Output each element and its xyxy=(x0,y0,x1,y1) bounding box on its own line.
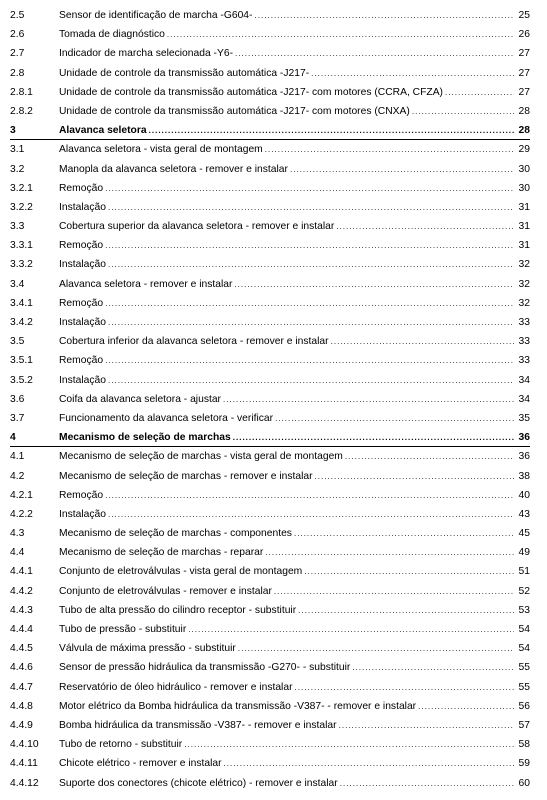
toc-section-number: 4.4.10 xyxy=(10,739,39,751)
dot-leader xyxy=(233,431,514,445)
toc-page-number: 33 xyxy=(518,317,530,328)
toc-entry xyxy=(59,623,530,637)
toc-row[interactable] xyxy=(10,198,530,217)
toc-row[interactable] xyxy=(10,160,530,179)
toc-section-title[interactable]: Chicote elétrico - remover e instalar xyxy=(59,758,222,770)
dot-leader xyxy=(290,163,514,177)
toc-section-number: 4.4.5 xyxy=(10,643,33,655)
toc-section-title[interactable]: Reservatório de óleo hidráulico - remover e instalar xyxy=(59,681,293,693)
toc-section-title[interactable]: Coifa da alavanca seletora - ajustar xyxy=(59,393,221,405)
toc-page-number: 31 xyxy=(518,201,530,213)
toc-entry xyxy=(59,182,530,196)
toc-entry xyxy=(59,163,530,177)
toc-section-number: 4.4.2 xyxy=(10,585,33,597)
toc-section-title[interactable]: Funcionamento da alavanca seletora - verificar xyxy=(59,412,274,424)
toc-entry xyxy=(59,86,530,100)
toc-page-number: 27 xyxy=(518,48,530,60)
toc-entry xyxy=(59,527,530,541)
dot-leader xyxy=(108,508,514,522)
toc-page-number: 31 xyxy=(518,240,530,252)
toc-row[interactable] xyxy=(10,582,530,601)
toc-section-title[interactable]: Mecanismo de seleção de marchas - reparar xyxy=(59,547,264,559)
dot-leader xyxy=(352,661,514,675)
dot-leader xyxy=(105,182,514,196)
toc-entry xyxy=(59,335,530,349)
toc-page-number: 28 xyxy=(518,105,530,117)
toc-section-number: 3.3.2 xyxy=(10,259,33,271)
toc-page-number: 56 xyxy=(518,700,530,712)
toc-page-number: 55 xyxy=(518,662,530,674)
dot-leader xyxy=(223,393,514,407)
toc-row[interactable] xyxy=(10,179,530,198)
toc-section-title[interactable]: Alavanca seletora xyxy=(59,125,147,137)
toc-entry xyxy=(59,642,530,656)
dot-leader xyxy=(304,565,514,579)
dot-leader xyxy=(108,258,514,272)
toc-row[interactable] xyxy=(10,371,530,390)
toc-section-title[interactable]: Instalação xyxy=(59,374,106,386)
toc-row[interactable] xyxy=(10,275,530,294)
toc-row[interactable] xyxy=(10,639,530,658)
toc-section-title[interactable]: Cobertura inferior da alavanca seletora - remover e instalar xyxy=(59,336,329,348)
dot-leader xyxy=(105,239,514,253)
toc-section-number: 4.4.4 xyxy=(10,624,33,635)
toc-section-title[interactable]: Unidade de controle da transmissão automática -J217- com motores (CNXA) xyxy=(59,105,410,117)
toc-row[interactable] xyxy=(10,140,530,159)
toc-section-number: 3.5.1 xyxy=(10,355,33,367)
toc-page-number: 32 xyxy=(518,259,530,271)
dot-leader xyxy=(298,604,514,618)
toc-section-number: 4.4.6 xyxy=(10,662,33,674)
toc-row[interactable] xyxy=(10,735,530,754)
toc-entry xyxy=(59,470,530,484)
toc-section-title[interactable]: Mecanismo de seleção de marchas - remover e instalar xyxy=(59,470,313,482)
toc-section-number: 3.3.1 xyxy=(10,240,33,252)
toc-page-number: 28 xyxy=(518,125,530,137)
toc-section-title[interactable]: Tubo de alta pressão do cilindro receptor - substituir xyxy=(59,604,297,616)
toc-page-number: 30 xyxy=(518,163,530,175)
toc-entry xyxy=(59,9,530,23)
toc-entry xyxy=(59,489,530,503)
toc-section-number: 4.1 xyxy=(10,451,25,463)
toc-page-number: 53 xyxy=(518,604,530,616)
toc-section-title[interactable]: Instalação xyxy=(59,317,106,328)
toc-section-number: 3.1 xyxy=(10,144,25,156)
toc-entry xyxy=(59,661,530,675)
toc-entry xyxy=(59,450,530,464)
toc-section-number: 4.4.11 xyxy=(10,758,38,770)
toc-row[interactable] xyxy=(10,332,530,351)
toc-row[interactable] xyxy=(10,486,530,505)
toc-section-number: 4.2 xyxy=(10,470,25,482)
toc-section-number: 3 xyxy=(10,125,16,137)
toc-entry xyxy=(59,757,530,771)
toc-page-number: 29 xyxy=(518,144,530,156)
toc-row[interactable] xyxy=(10,601,530,620)
toc-section-title[interactable]: Mecanismo de seleção de marchas - vista geral de montagem xyxy=(59,451,343,463)
toc-row[interactable] xyxy=(10,447,530,466)
toc-page-number: 25 xyxy=(518,10,530,21)
toc-entry xyxy=(59,354,530,368)
toc-entry xyxy=(59,220,530,234)
toc-section-number: 3.4 xyxy=(10,278,25,290)
toc-section-number: 3.2.1 xyxy=(10,182,33,194)
dot-leader xyxy=(412,105,514,119)
toc-row[interactable] xyxy=(10,351,530,370)
dot-leader xyxy=(265,546,514,560)
toc-section-number: 2.7 xyxy=(10,48,25,60)
dot-leader xyxy=(295,681,514,695)
toc-entry xyxy=(59,124,530,138)
toc-section-title[interactable]: Instalação xyxy=(59,508,106,520)
toc-row[interactable] xyxy=(10,754,530,773)
toc-entry xyxy=(59,508,530,522)
dot-leader xyxy=(224,757,514,771)
toc-page-number: 30 xyxy=(518,182,530,194)
toc-entry xyxy=(59,431,530,445)
toc-section-number: 2.5 xyxy=(10,10,25,21)
dot-leader xyxy=(105,489,514,503)
toc-entry xyxy=(59,47,530,61)
dot-leader xyxy=(108,316,514,330)
toc-section-title[interactable]: Remoção xyxy=(59,240,104,252)
toc-section-number: 3.4.1 xyxy=(10,297,33,309)
toc-section-number: 4.4.9 xyxy=(10,719,33,731)
toc-page-number: 33 xyxy=(518,336,530,348)
toc-section-number: 3.3 xyxy=(10,221,25,233)
dot-leader xyxy=(254,9,514,23)
toc-section-title[interactable]: Motor elétrico da Bomba hidráulica da transmissão -V387- - remover e instalar xyxy=(59,700,417,712)
toc-entry xyxy=(59,738,530,752)
toc-section-number: 3.6 xyxy=(10,393,25,405)
toc-section-number: 3.7 xyxy=(10,412,25,424)
toc-entry xyxy=(59,777,530,791)
dot-leader xyxy=(108,201,514,215)
toc-page-number: 51 xyxy=(518,566,530,578)
toc-section-title[interactable]: Remoção xyxy=(59,297,104,309)
toc-entry xyxy=(59,700,530,714)
dot-leader xyxy=(238,642,514,656)
toc-section-title[interactable]: Mecanismo de seleção de marchas xyxy=(59,432,231,444)
toc-entry xyxy=(59,143,530,157)
table-of-contents xyxy=(10,6,530,793)
toc-page-number: 33 xyxy=(518,355,530,367)
toc-section-title[interactable]: Indicador de marcha selecionada -Y6- xyxy=(59,48,234,60)
toc-row[interactable] xyxy=(10,543,530,562)
toc-page-number: 32 xyxy=(518,278,530,290)
toc-entry xyxy=(59,546,530,560)
toc-entry xyxy=(59,681,530,695)
toc-section-title[interactable]: Alavanca seletora - vista geral de montagem xyxy=(59,144,263,156)
toc-section-title[interactable]: Tomada de diagnóstico xyxy=(59,29,165,41)
toc-entry xyxy=(59,565,530,579)
toc-section-title[interactable]: Instalação xyxy=(59,201,106,213)
toc-row[interactable] xyxy=(10,774,530,793)
toc-row[interactable] xyxy=(10,25,530,44)
toc-page-number: 32 xyxy=(518,297,530,309)
toc-section-number: 4.2.2 xyxy=(10,508,33,520)
toc-section-number: 4.3 xyxy=(10,528,25,540)
toc-row[interactable] xyxy=(10,83,530,102)
toc-page-number: 31 xyxy=(518,221,530,233)
toc-section-number: 4.4 xyxy=(10,547,25,559)
toc-section-number: 4.4.8 xyxy=(10,700,33,712)
toc-row[interactable] xyxy=(10,64,530,83)
toc-chapter-row[interactable] xyxy=(10,428,530,447)
toc-entry xyxy=(59,28,530,42)
toc-row[interactable] xyxy=(10,390,530,409)
toc-page-number: 36 xyxy=(518,432,530,444)
dot-leader xyxy=(167,28,514,42)
toc-section-number: 2.6 xyxy=(10,29,25,41)
toc-section-title[interactable]: Alavanca seletora - remover e instalar xyxy=(59,278,233,290)
toc-section-title[interactable]: Bomba hidráulica da transmissão -V387- - remover e instalar xyxy=(59,719,337,731)
dot-leader xyxy=(234,278,514,292)
toc-row[interactable] xyxy=(10,313,530,332)
toc-row[interactable] xyxy=(10,102,530,121)
dot-leader xyxy=(184,738,514,752)
dot-leader xyxy=(265,143,514,157)
toc-section-number: 3.5 xyxy=(10,336,25,348)
toc-page-number: 55 xyxy=(518,681,530,693)
toc-entry xyxy=(59,239,530,253)
toc-page-number: 35 xyxy=(518,412,530,424)
toc-section-number: 4.4.1 xyxy=(10,566,33,578)
toc-page-number: 59 xyxy=(518,758,530,770)
toc-page-number: 52 xyxy=(518,585,530,597)
toc-section-title[interactable]: Sensor de pressão hidráulica da transmissão -G270- - substituir xyxy=(59,662,351,674)
dot-leader xyxy=(311,67,514,81)
toc-row[interactable] xyxy=(10,236,530,255)
dot-leader xyxy=(331,335,514,349)
toc-entry xyxy=(59,585,530,599)
toc-page-number: 54 xyxy=(518,624,530,635)
dot-leader xyxy=(445,86,514,100)
toc-entry xyxy=(59,604,530,618)
toc-entry xyxy=(59,393,530,407)
toc-section-number: 4.4.12 xyxy=(10,777,39,789)
toc-entry xyxy=(59,316,530,330)
toc-section-title[interactable]: Mecanismo de seleção de marchas - componentes xyxy=(59,528,292,540)
toc-row[interactable] xyxy=(10,409,530,428)
toc-section-title[interactable]: Manopla da alavanca seletora - remover e instalar xyxy=(59,163,288,175)
toc-section-title[interactable]: Conjunto de eletroválvulas - remover e instalar xyxy=(59,585,272,597)
toc-entry xyxy=(59,258,530,272)
toc-section-title[interactable]: Remoção xyxy=(59,489,104,501)
toc-page-number: 40 xyxy=(518,489,530,501)
toc-row[interactable] xyxy=(10,217,530,236)
toc-page-number: 36 xyxy=(518,451,530,463)
toc-row[interactable] xyxy=(10,524,530,543)
toc-entry xyxy=(59,374,530,388)
dot-leader xyxy=(108,374,514,388)
toc-section-title[interactable]: Tubo de retorno - substituir xyxy=(59,739,183,751)
toc-page-number: 49 xyxy=(518,547,530,559)
toc-section-number: 4.4.7 xyxy=(10,681,33,693)
dot-leader xyxy=(274,585,514,599)
dot-leader xyxy=(235,47,514,61)
dot-leader xyxy=(339,719,514,733)
toc-row[interactable] xyxy=(10,678,530,697)
dot-leader xyxy=(345,450,514,464)
dot-leader xyxy=(418,700,514,714)
toc-section-number: 4 xyxy=(10,432,16,444)
toc-section-title[interactable]: Tubo de pressão - substituir xyxy=(59,624,187,635)
toc-section-title[interactable]: Cobertura superior da alavanca seletora - remover e instalar xyxy=(59,221,335,233)
toc-entry xyxy=(59,67,530,81)
toc-section-title[interactable]: Suporte dos conectores (chicote elétrico) - remover e instalar xyxy=(59,777,338,789)
toc-section-title[interactable]: Unidade de controle da transmissão automática -J217- com motores (CCRA, CFZA) xyxy=(59,86,443,98)
toc-section-number: 2.8.2 xyxy=(10,105,33,117)
toc-row[interactable] xyxy=(10,620,530,639)
dot-leader xyxy=(340,777,514,791)
toc-row[interactable] xyxy=(10,697,530,716)
toc-section-number: 3.2 xyxy=(10,163,25,175)
toc-page-number: 60 xyxy=(518,777,530,789)
toc-row[interactable] xyxy=(10,505,530,524)
toc-page-number: 54 xyxy=(518,643,530,655)
toc-section-title[interactable]: Válvula de máxima pressão - substituir xyxy=(59,643,236,655)
toc-page-number: 43 xyxy=(518,508,530,520)
toc-row[interactable] xyxy=(10,562,530,581)
toc-section-title[interactable]: Sensor de identificação de marcha -G604- xyxy=(59,10,253,21)
toc-row[interactable] xyxy=(10,255,530,274)
dot-leader xyxy=(188,623,514,637)
toc-page-number: 27 xyxy=(518,67,530,79)
toc-section-title[interactable]: Remoção xyxy=(59,355,104,367)
toc-page-number: 34 xyxy=(518,374,530,386)
toc-section-number: 3.5.2 xyxy=(10,374,33,386)
toc-section-number: 2.8.1 xyxy=(10,86,33,98)
toc-row[interactable] xyxy=(10,716,530,735)
toc-row[interactable] xyxy=(10,467,530,486)
toc-row[interactable] xyxy=(10,6,530,25)
toc-section-title[interactable]: Instalação xyxy=(59,259,106,271)
toc-chapter-row[interactable] xyxy=(10,121,530,140)
toc-page-number: 27 xyxy=(518,86,530,98)
toc-row[interactable] xyxy=(10,294,530,313)
dot-leader xyxy=(336,220,514,234)
toc-entry xyxy=(59,278,530,292)
dot-leader xyxy=(275,412,514,426)
dot-leader xyxy=(149,124,514,138)
toc-section-title[interactable]: Remoção xyxy=(59,182,104,194)
toc-entry xyxy=(59,297,530,311)
toc-section-number: 3.2.2 xyxy=(10,201,33,213)
toc-section-number: 3.4.2 xyxy=(10,317,33,328)
toc-section-number: 4.4.3 xyxy=(10,604,33,616)
toc-page-number: 57 xyxy=(518,719,530,731)
toc-section-title[interactable]: Unidade de controle da transmissão automática -J217- xyxy=(59,67,310,79)
dot-leader xyxy=(105,354,514,368)
toc-page-number: 58 xyxy=(518,739,530,751)
toc-page-number: 34 xyxy=(518,393,530,405)
dot-leader xyxy=(315,470,514,484)
toc-section-number: 2.8 xyxy=(10,67,25,79)
toc-page-number: 45 xyxy=(518,528,530,540)
toc-entry xyxy=(59,105,530,119)
dot-leader xyxy=(105,297,514,311)
toc-entry xyxy=(59,412,530,426)
toc-page-number: 38 xyxy=(518,470,530,482)
dot-leader xyxy=(294,527,514,541)
toc-page-number: 26 xyxy=(518,29,530,41)
toc-entry xyxy=(59,201,530,215)
toc-section-title[interactable]: Conjunto de eletroválvulas - vista geral de montagem xyxy=(59,566,303,578)
toc-entry xyxy=(59,719,530,733)
toc-row[interactable] xyxy=(10,658,530,677)
toc-row[interactable] xyxy=(10,44,530,63)
toc-section-number: 4.2.1 xyxy=(10,489,33,501)
